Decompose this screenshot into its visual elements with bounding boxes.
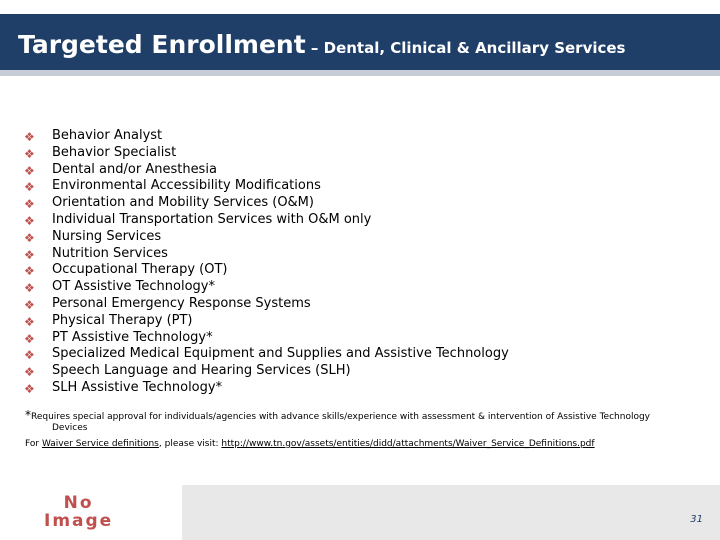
reference-middle: , please visit:: [158, 439, 222, 449]
footer: [0, 485, 720, 540]
service-label: Physical Therapy (PT): [52, 312, 193, 328]
service-item: [24, 262, 509, 279]
service-item: [24, 128, 509, 145]
service-label: Speech Language and Hearing Services (SLH): [52, 363, 351, 379]
diamond-bullet-icon: ❖: [24, 281, 35, 296]
service-label: Behavior Specialist: [52, 144, 177, 160]
service-item: [24, 330, 509, 347]
no-image-placeholder: [0, 485, 182, 540]
title-bar: [0, 0, 720, 70]
diamond-bullet-icon: ❖: [24, 163, 35, 178]
service-item: [24, 380, 509, 397]
service-item: [24, 363, 509, 380]
service-item: [24, 145, 509, 162]
service-item: [24, 346, 509, 363]
service-label: OT Assistive Technology*: [52, 279, 215, 295]
page-number: 31: [690, 514, 703, 525]
service-label: Individual Transportation Services with O&M only: [52, 211, 372, 227]
diamond-bullet-icon: ❖: [24, 297, 35, 312]
service-item: [24, 162, 509, 179]
waiver-definitions-link[interactable]: Waiver Service definitions: [41, 439, 159, 449]
diamond-bullet-icon: ❖: [24, 130, 35, 144]
diamond-bullet-icon: ❖: [24, 213, 35, 228]
service-label: SLH Assistive Technology*: [52, 379, 223, 395]
footnote-text-continued: Devices: [52, 423, 88, 433]
diamond-bullet-icon: ❖: [24, 247, 35, 262]
service-label: PT Assistive Technology*: [52, 329, 213, 345]
service-label: Occupational Therapy (OT): [52, 262, 228, 278]
service-label: Specialized Medical Equipment and Supplies and Assistive Technology: [52, 346, 509, 362]
top-strip: [0, 0, 720, 14]
no-image-line-1: No: [63, 493, 94, 513]
service-item: [24, 195, 509, 212]
diamond-bullet-icon: ❖: [24, 264, 35, 279]
service-item: [24, 313, 509, 330]
diamond-bullet-icon: ❖: [24, 365, 35, 380]
page-title-sub: – Dental, Clinical & Ancillary Services: [305, 39, 626, 57]
definitions-reference: [25, 439, 595, 449]
service-label: Nursing Services: [52, 228, 162, 244]
diamond-bullet-icon: ❖: [24, 314, 35, 329]
service-item: [24, 246, 509, 263]
diamond-bullet-icon: ❖: [24, 230, 35, 245]
service-item: [24, 178, 509, 195]
service-item: [24, 296, 509, 313]
page-title: [18, 30, 625, 59]
no-image-line-2: Image: [44, 511, 114, 531]
service-label: Personal Emergency Response Systems: [52, 295, 311, 311]
diamond-bullet-icon: ❖: [24, 348, 35, 363]
diamond-bullet-icon: ❖: [24, 197, 35, 212]
service-label: Environmental Accessibility Modifications: [52, 178, 321, 194]
service-label: Nutrition Services: [52, 245, 168, 261]
service-item: [24, 212, 509, 229]
diamond-bullet-icon: ❖: [24, 146, 35, 161]
diamond-bullet-icon: ❖: [24, 180, 35, 195]
diamond-bullet-icon: ❖: [24, 331, 35, 346]
no-image-text: [44, 494, 113, 530]
page-title-main: Targeted Enrollment: [18, 30, 306, 59]
service-label: Orientation and Mobility Services (O&M): [52, 195, 314, 211]
reference-prefix: For: [25, 439, 42, 449]
title-accent-line: [0, 70, 720, 76]
service-item: [24, 229, 509, 246]
footnote: [25, 410, 650, 434]
definitions-url-link[interactable]: http://www.tn.gov/assets/entities/didd/attachments/Waiver_Service_Definitions.pdf: [221, 439, 595, 449]
service-label: Dental and/or Anesthesia: [52, 161, 217, 177]
diamond-bullet-icon: ❖: [24, 381, 35, 396]
footnote-star: *: [25, 408, 31, 422]
service-list: [24, 128, 509, 397]
service-label: Behavior Analyst: [52, 128, 163, 143]
footnote-text: Requires special approval for individuals/agencies with advance skills/experience with assessment & intervention of Assistive Technology: [31, 412, 650, 422]
service-item: [24, 279, 509, 296]
